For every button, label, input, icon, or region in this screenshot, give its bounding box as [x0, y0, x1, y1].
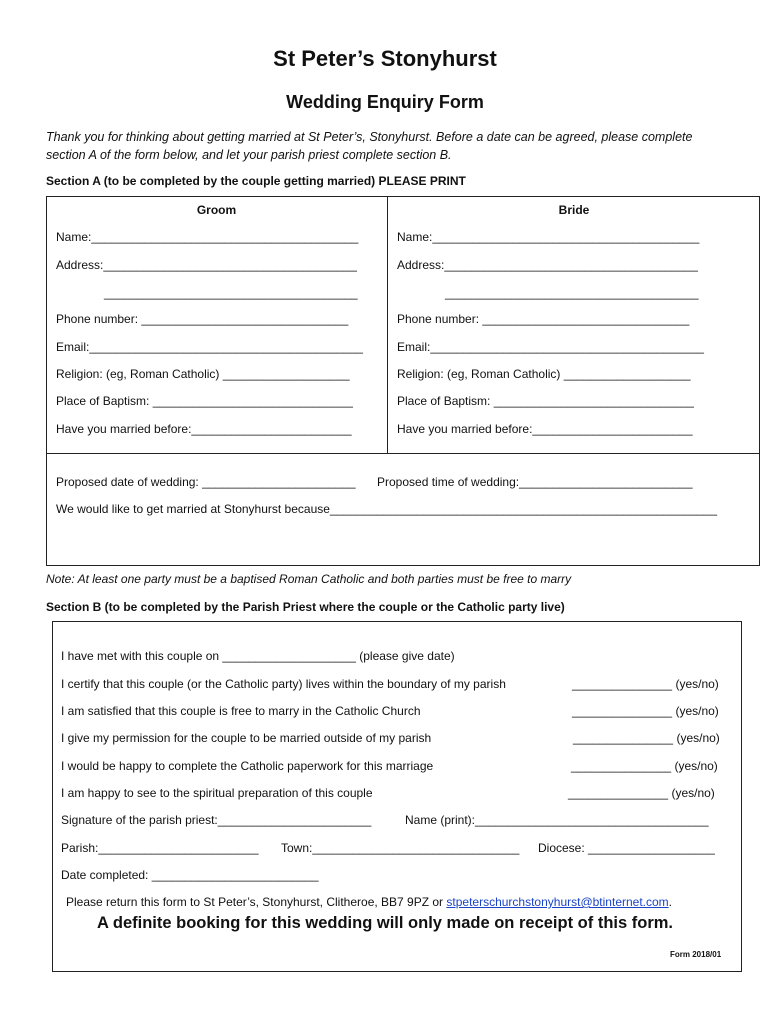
return-end: .: [668, 895, 673, 909]
groom-religion-field[interactable]: Religion: (eg, Roman Catholic) ___________________: [56, 367, 350, 381]
form-subtitle: Wedding Enquiry Form: [286, 92, 484, 112]
answer-preparation[interactable]: _______________ (yes/no): [568, 786, 715, 800]
column-divider: [387, 196, 388, 454]
groom-heading: Groom: [196, 203, 237, 217]
signature-field[interactable]: Signature of the parish priest:_______________________: [61, 813, 372, 827]
return-instructions: [66, 895, 672, 909]
form-number: Form 2018/01: [670, 950, 722, 959]
groom-married-before-field[interactable]: Have you married before:________________________: [56, 422, 352, 436]
intro-text: Thank you for thinking about getting married at St Peter’s, Stonyhurst. Before a date can be agreed, please complete section A of the form below, and let your parish priest complete section B.: [46, 130, 693, 162]
bride-phone-field[interactable]: Phone number: _______________________________: [397, 312, 690, 326]
groom-baptism-field[interactable]: Place of Baptism: ______________________________: [56, 394, 353, 408]
groom-phone-field[interactable]: Phone number: _______________________________: [56, 312, 349, 326]
statement-boundary: I certify that this couple (or the Catholic party) lives within the boundary of my parish: [61, 677, 506, 691]
page-title: St Peter’s Stonyhurst: [273, 46, 497, 71]
bride-address-line2[interactable]: ______________________________________: [445, 286, 699, 300]
booking-notice: A definite booking for this wedding will only made on receipt of this form.: [97, 914, 673, 932]
groom-address-line2[interactable]: ______________________________________: [104, 286, 358, 300]
met-couple-field[interactable]: I have met with this couple on ____________________ (please give date): [61, 649, 455, 663]
answer-boundary[interactable]: _______________ (yes/no): [572, 677, 719, 691]
statement-permission: I give my permission for the couple to be married outside of my parish: [61, 731, 432, 745]
proposed-date-field[interactable]: Proposed date of wedding: _______________________: [56, 475, 356, 489]
answer-permission[interactable]: _______________ (yes/no): [573, 731, 720, 745]
bride-religion-field[interactable]: Religion: (eg, Roman Catholic) ___________________: [397, 367, 691, 381]
answer-free-to-marry[interactable]: _______________ (yes/no): [572, 704, 719, 718]
section-b-heading: Section B (to be completed by the Parish Priest where the couple or the Catholic party live): [46, 600, 565, 614]
statement-free-to-marry: I am satisfied that this couple is free to marry in the Catholic Church: [61, 704, 421, 718]
reason-field[interactable]: We would like to get married at Stonyhurst because__________________________________________________________: [56, 502, 718, 516]
date-completed-field[interactable]: Date completed: _________________________: [61, 868, 319, 882]
bride-name-field[interactable]: Name:________________________________________: [397, 230, 700, 244]
bride-address-field[interactable]: Address:______________________________________: [397, 258, 698, 272]
diocese-field[interactable]: Diocese: ___________________: [538, 841, 715, 855]
groom-address-field[interactable]: Address:______________________________________: [56, 258, 357, 272]
town-field[interactable]: Town:_______________________________: [281, 841, 520, 855]
bride-married-before-field[interactable]: Have you married before:________________________: [397, 422, 693, 436]
groom-name-field[interactable]: Name:________________________________________: [56, 230, 359, 244]
answer-paperwork[interactable]: _______________ (yes/no): [571, 759, 718, 773]
proposed-time-field[interactable]: Proposed time of wedding:__________________________: [377, 475, 693, 489]
return-text: Please return this form to St Peter’s, Stonyhurst, Clitheroe, BB7 9PZ or: [66, 895, 447, 909]
parish-field[interactable]: Parish:________________________: [61, 841, 259, 855]
row-divider: [46, 453, 760, 454]
name-print-field[interactable]: Name (print):___________________________________: [405, 813, 709, 827]
email-link[interactable]: stpeterschurchstonyhurst@btinternet.com: [446, 895, 669, 909]
statement-paperwork: I would be happy to complete the Catholic paperwork for this marriage: [61, 759, 434, 773]
bride-baptism-field[interactable]: Place of Baptism: ______________________________: [397, 394, 694, 408]
bride-email-field[interactable]: Email:_________________________________________: [397, 340, 704, 354]
statement-preparation: I am happy to see to the spiritual preparation of this couple: [61, 786, 373, 800]
section-a-heading: Section A (to be completed by the couple getting married) PLEASE PRINT: [46, 174, 466, 188]
note-text: Note: At least one party must be a baptised Roman Catholic and both parties must be free to marry: [46, 572, 572, 586]
bride-heading: Bride: [558, 203, 590, 217]
groom-email-field[interactable]: Email:_________________________________________: [56, 340, 363, 354]
